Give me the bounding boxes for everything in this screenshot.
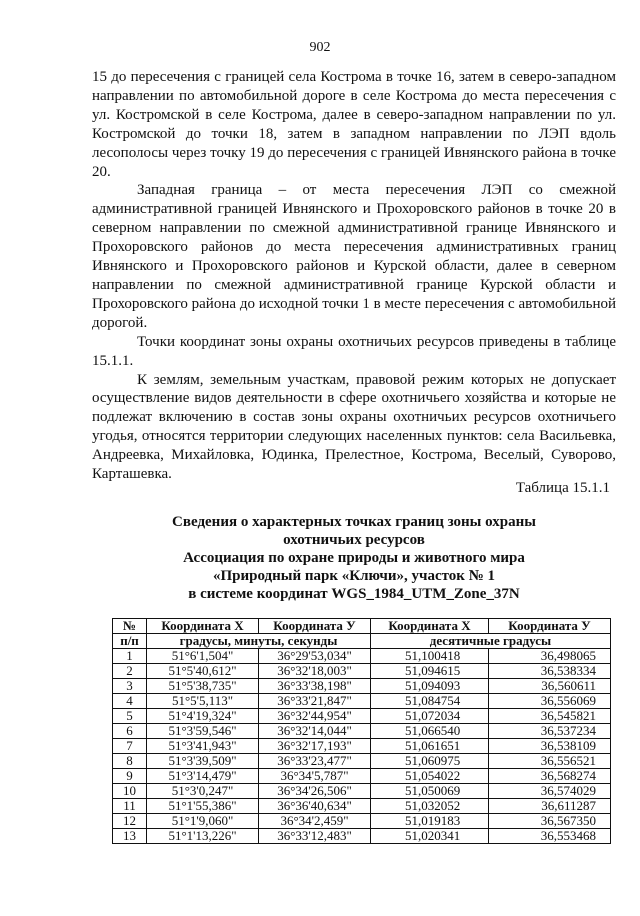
point-number: 2: [113, 664, 147, 679]
table-row: [113, 754, 611, 769]
point-number: 9: [113, 769, 147, 784]
y-dms-cell: 36°32'17,193": [259, 739, 371, 754]
point-number: 7: [113, 739, 147, 754]
point-number: 3: [113, 679, 147, 694]
x-dms-cell: 51°1'55,386": [147, 799, 259, 814]
body-text: [92, 68, 616, 484]
header-num-sub: п/п: [113, 634, 147, 649]
x-dms-cell: 51°6'1,504": [147, 649, 259, 664]
header-num: №: [113, 619, 147, 634]
table-title-line: охотничьих ресурсов: [283, 532, 425, 548]
x-dec-cell: 51,066540: [371, 724, 489, 739]
y-dms-cell: 36°36'40,634": [259, 799, 371, 814]
point-number: 1: [113, 649, 147, 664]
table-title-line: Сведения о характерных точках границ зоны охраны: [172, 514, 536, 530]
x-dms-cell: 51°1'13,226": [147, 829, 259, 844]
table-subheader-row: [113, 634, 611, 649]
point-number: 10: [113, 784, 147, 799]
y-dms-cell: 36°33'38,198": [259, 679, 371, 694]
y-dec-cell: 36,537234: [489, 724, 611, 739]
x-dec-cell: 51,072034: [371, 709, 489, 724]
header-x-dec: Координата X: [371, 619, 489, 634]
y-dms-cell: 36°33'23,477": [259, 754, 371, 769]
paragraph: Точки координат зоны охраны охотничьих ресурсов приведены в таблице 15.1.1.: [92, 333, 616, 369]
table-row: [113, 769, 611, 784]
table-row: [113, 784, 611, 799]
point-number: 11: [113, 799, 147, 814]
x-dms-cell: 51°5'38,735": [147, 679, 259, 694]
x-dms-cell: 51°5'40,612": [147, 664, 259, 679]
table-row: [113, 679, 611, 694]
table-body: [113, 649, 611, 844]
point-number: 12: [113, 814, 147, 829]
paragraph: 15 до пересечения с границей села Кострома в точке 16, затем в северо-западном направлении по автомобильной дороге в селе Кострома до места пересечения с ул. Костромской в селе Кострома, далее в северо-западном направлении по ул. Костромской до точки 18, затем в западном направлении по ЛЭП вдоль лесополосы через точку 19 до пересечения с границей Ивнянского района в точке 20.: [92, 69, 616, 180]
point-number: 8: [113, 754, 147, 769]
header-y-dms: Координата У: [259, 619, 371, 634]
paragraph: К землям, земельным участкам, правовой режим которых не допускает осуществление видов деятельности в сфере охотничьего хозяйства и которые не подлежат включению в состав зоны охраны охотничьих ресурсов охотничьего угодья, относятся территории следующих населенных пунктов: села Васильевка, Андреевка, Михайловка, Юдинка, Прелестное, Кострома, Веселый, Суворово, Карташевка.: [92, 371, 616, 483]
x-dec-cell: 51,032052: [371, 799, 489, 814]
y-dms-cell: 36°34'26,506": [259, 784, 371, 799]
table-caption: Таблица 15.1.1: [515, 480, 610, 496]
x-dec-cell: 51,050069: [371, 784, 489, 799]
y-dec-cell: 36,545821: [489, 709, 611, 724]
x-dec-cell: 51,054022: [371, 769, 489, 784]
x-dec-cell: 51,020341: [371, 829, 489, 844]
table-row: [113, 829, 611, 844]
table-title-line: Ассоциация по охране природы и животного мира: [183, 550, 525, 566]
table-row: [113, 649, 611, 664]
x-dec-cell: 51,061651: [371, 739, 489, 754]
table-row: [113, 814, 611, 829]
x-dms-cell: 51°3'59,546": [147, 724, 259, 739]
y-dec-cell: 36,568274: [489, 769, 611, 784]
point-number: 5: [113, 709, 147, 724]
y-dec-cell: 36,538109: [489, 739, 611, 754]
x-dms-cell: 51°3'0,247": [147, 784, 259, 799]
y-dec-cell: 36,553468: [489, 829, 611, 844]
x-dec-cell: 51,060975: [371, 754, 489, 769]
table-title-line: в системе координат WGS_1984_UTM_Zone_37N: [188, 586, 520, 602]
y-dms-cell: 36°33'21,847": [259, 694, 371, 709]
x-dms-cell: 51°3'39,509": [147, 754, 259, 769]
table-header-row: [113, 619, 611, 634]
y-dms-cell: 36°34'2,459": [259, 814, 371, 829]
header-x-dms: Координата X: [147, 619, 259, 634]
page-number: 902: [309, 40, 331, 55]
table-row: [113, 739, 611, 754]
x-dec-cell: 51,100418: [371, 649, 489, 664]
x-dms-cell: 51°1'9,060": [147, 814, 259, 829]
y-dms-cell: 36°32'18,003": [259, 664, 371, 679]
y-dec-cell: 36,574029: [489, 784, 611, 799]
x-dec-cell: 51,094093: [371, 679, 489, 694]
x-dms-cell: 51°5'5,113": [147, 694, 259, 709]
header-dms-units: градусы, минуты, секунды: [147, 634, 371, 649]
point-number: 13: [113, 829, 147, 844]
table-row: [113, 664, 611, 679]
table-row: [113, 799, 611, 814]
table-row: [113, 709, 611, 724]
table-row: [113, 724, 611, 739]
coordinates-table: [112, 618, 611, 844]
y-dec-cell: 36,538334: [489, 664, 611, 679]
y-dec-cell: 36,498065: [489, 649, 611, 664]
header-dec-units: десятичные градусы: [371, 634, 611, 649]
y-dms-cell: 36°32'44,954": [259, 709, 371, 724]
y-dms-cell: 36°32'14,044": [259, 724, 371, 739]
y-dms-cell: 36°29'53,034": [259, 649, 371, 664]
paragraph: Западная граница – от места пересечения ЛЭП со смежной административной границей Ивнянского и Прохоровского районов в точке 20 в северном направлении по смежной административной границе Ивнянского и Прохоровского районов до места пересечения административных границ Ивнянского и Прохоровского районов и Курской области, далее в северном направлении по смежной административной границе Курской области и Прохоровского района до исходной точки 1 в месте пересечения с автомобильной дорогой.: [92, 182, 616, 331]
y-dec-cell: 36,560611: [489, 679, 611, 694]
point-number: 6: [113, 724, 147, 739]
table-title-line: «Природный парк «Ключи», участок № 1: [212, 568, 496, 584]
y-dms-cell: 36°33'12,483": [259, 829, 371, 844]
x-dms-cell: 51°3'41,943": [147, 739, 259, 754]
y-dec-cell: 36,567350: [489, 814, 611, 829]
y-dms-cell: 36°34'5,787": [259, 769, 371, 784]
header-y-dec: Координата У: [489, 619, 611, 634]
x-dec-cell: 51,094615: [371, 664, 489, 679]
x-dec-cell: 51,019183: [371, 814, 489, 829]
y-dec-cell: 36,556521: [489, 754, 611, 769]
y-dec-cell: 36,556069: [489, 694, 611, 709]
table-row: [113, 694, 611, 709]
point-number: 4: [113, 694, 147, 709]
x-dec-cell: 51,084754: [371, 694, 489, 709]
x-dms-cell: 51°4'19,324": [147, 709, 259, 724]
y-dec-cell: 36,611287: [489, 799, 611, 814]
table-title: [92, 513, 616, 603]
x-dms-cell: 51°3'14,479": [147, 769, 259, 784]
